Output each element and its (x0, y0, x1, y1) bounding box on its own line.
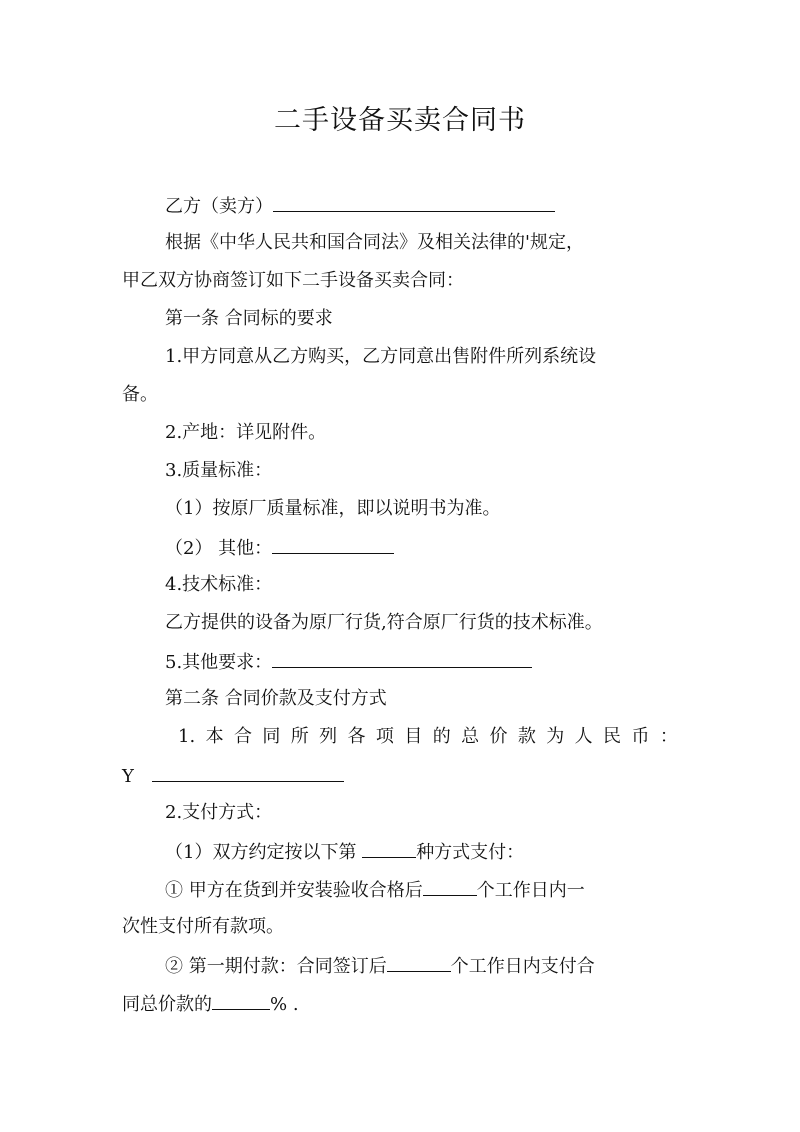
spaced-char: 人 (574, 726, 593, 747)
party-b-blank (273, 193, 555, 212)
a1-item5-label: 5.其他要求： (165, 652, 273, 673)
option1-pre: ① 甲方在货到并安装验收合格后 (165, 880, 423, 901)
spaced-char: 价 (489, 726, 508, 747)
spaced-char: 总 (461, 726, 480, 747)
a2-item1-line2 (122, 763, 344, 789)
party-b-line (165, 193, 555, 219)
spaced-char: 本 (205, 726, 224, 747)
a1-item4: 4.技术标准： (165, 574, 273, 595)
option2-post: 个工作日内支付合 (450, 956, 595, 977)
currency-symbol: Y (122, 766, 134, 787)
a2-option2-line1 (165, 953, 595, 979)
option1-post: 个工作日内一 (476, 880, 585, 901)
payment-option-pre: （1）双方约定按以下第 (165, 842, 363, 863)
option2-line2-pre: 同总价款的 (122, 994, 212, 1015)
a1-item2: 2.产地：详见附件。 (165, 422, 327, 443)
intro-line-1: 根据《中华人民共和国合同法》及相关法律的'规定， (165, 232, 584, 253)
spaced-char: 目 (404, 726, 423, 747)
a1-item4-text: 乙方提供的设备为原厂行货,符合原厂行货的技术标准。 (165, 612, 603, 633)
spaced-char: 民 (603, 726, 622, 747)
other-requirements-blank (272, 649, 532, 668)
option2-days-blank (387, 953, 451, 972)
a1-item1-line1: 1.甲方同意从乙方购买，乙方同意出售附件所列系统设 (165, 346, 597, 367)
a1-item3-sub2-label: （2） 其他： (165, 538, 273, 559)
spaced-char: 的 (432, 726, 451, 747)
total-price-blank (152, 763, 344, 782)
option2-pre: ② 第一期付款：合同签订后 (165, 956, 387, 977)
option2-line2-post: % . (270, 994, 299, 1015)
spaced-char: 币 (631, 726, 650, 747)
a1-item1-line2: 备。 (122, 384, 158, 405)
a1-item3-sub2-line (165, 535, 394, 561)
spaced-char: ： (659, 726, 678, 747)
spaced-char: 所 (290, 726, 309, 747)
article-1-heading: 第一条 合同标的要求 (165, 308, 333, 329)
spaced-char: 为 (546, 726, 565, 747)
spaced-char: 同 (262, 726, 281, 747)
option1-days-blank (423, 877, 477, 896)
option2-percent-blank (212, 991, 270, 1010)
a2-option1-line1 (165, 877, 585, 903)
spaced-char: 合 (233, 726, 252, 747)
a1-item3-sub1: （1）按原厂质量标准，即以说明书为准。 (165, 498, 501, 519)
spaced-char: 1. (178, 726, 196, 747)
intro-line-2: 甲乙双方协商签订如下二手设备买卖合同： (122, 270, 464, 291)
a1-item5-line (165, 649, 532, 675)
a2-item1-line1 (178, 725, 678, 749)
document-title: 二手设备买卖合同书 (274, 105, 526, 136)
article-2-heading: 第二条 合同价款及支付方式 (165, 688, 387, 709)
a1-item3: 3.质量标准： (165, 460, 273, 481)
party-b-label: 乙方（卖方） (165, 196, 273, 217)
payment-option-blank (362, 839, 416, 858)
spaced-char: 各 (347, 726, 366, 747)
spaced-char: 项 (375, 726, 394, 747)
a2-item2-sub1 (165, 839, 524, 865)
a2-item2: 2.支付方式： (165, 802, 273, 823)
payment-option-post: 种方式支付： (416, 842, 525, 863)
spaced-char: 列 (319, 726, 338, 747)
a2-option1-line2: 次性支付所有款项。 (122, 916, 284, 937)
spaced-char: 款 (517, 726, 536, 747)
other-blank (272, 535, 394, 554)
a2-option2-line2 (122, 991, 299, 1017)
